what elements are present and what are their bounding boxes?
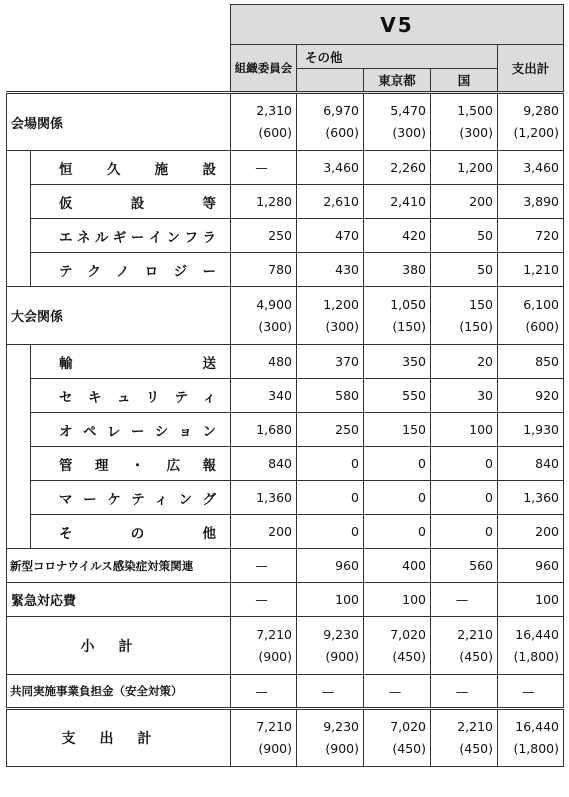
- row-others: [7, 515, 564, 549]
- cell: 350: [364, 345, 431, 379]
- cell: 7,020 (450): [364, 709, 431, 767]
- cell: 2,610: [297, 185, 364, 219]
- cell: 100: [498, 583, 564, 617]
- cell: 840: [231, 447, 297, 481]
- row-emergency: [7, 583, 564, 617]
- cell: —: [431, 583, 498, 617]
- cell: 1,500 (300): [431, 93, 498, 151]
- row-label: 緊急対応費: [7, 583, 231, 617]
- row-label: 輸送: [31, 345, 231, 379]
- cell: 7,210 (900): [231, 709, 297, 767]
- cell: 1,280: [231, 185, 297, 219]
- cell: 960: [297, 549, 364, 583]
- cell: 480: [231, 345, 297, 379]
- cell: 30: [431, 379, 498, 413]
- row-label: 大会関係: [7, 287, 231, 345]
- row-subtotal: [7, 617, 564, 675]
- cell: 780: [231, 253, 297, 287]
- cell: —: [231, 151, 297, 185]
- row-energy: [7, 219, 564, 253]
- cell: 3,890: [498, 185, 564, 219]
- version-title: V5: [231, 5, 564, 45]
- row-venue: [7, 93, 564, 151]
- col-total: 支出計: [498, 45, 564, 93]
- cell: 250: [231, 219, 297, 253]
- cell: 9,280 (1,200): [498, 93, 564, 151]
- cell: 1,930: [498, 413, 564, 447]
- cell: 380: [364, 253, 431, 287]
- row-games: [7, 287, 564, 345]
- row-marketing: [7, 481, 564, 515]
- cell: 1,200: [431, 151, 498, 185]
- cell: 1,210: [498, 253, 564, 287]
- cell: 1,360: [498, 481, 564, 515]
- row-label: マーケティング: [31, 481, 231, 515]
- cell: 3,460: [498, 151, 564, 185]
- cell: 400: [364, 549, 431, 583]
- row-label: 小計: [7, 617, 231, 675]
- cell: 7,210 (900): [231, 617, 297, 675]
- cell: 250: [297, 413, 364, 447]
- row-permanent: [7, 151, 564, 185]
- cell: 16,440 (1,800): [498, 709, 564, 767]
- cell: —: [231, 583, 297, 617]
- cell: 550: [364, 379, 431, 413]
- cell: 0: [364, 515, 431, 549]
- cell: 9,230 (900): [297, 709, 364, 767]
- row-label: 新型コロナウイルス感染症対策関連: [7, 549, 231, 583]
- cell: 2,310 (600): [231, 93, 297, 151]
- cell: 2,210 (450): [431, 617, 498, 675]
- cell: —: [431, 675, 498, 709]
- cell: 2,410: [364, 185, 431, 219]
- cell: 50: [431, 253, 498, 287]
- row-transport: [7, 345, 564, 379]
- cell: 1,200 (300): [297, 287, 364, 345]
- cell: 0: [297, 481, 364, 515]
- row-label: エネルギーインフラ: [31, 219, 231, 253]
- cell: 1,680: [231, 413, 297, 447]
- cell: 920: [498, 379, 564, 413]
- col-org: 組織委員会: [231, 45, 297, 93]
- cell: 960: [498, 549, 564, 583]
- row-admin: [7, 447, 564, 481]
- row-label: 支出計: [7, 709, 231, 767]
- cell: 470: [297, 219, 364, 253]
- budget-table: [6, 4, 564, 767]
- cell: 20: [431, 345, 498, 379]
- cell: 9,230 (900): [297, 617, 364, 675]
- row-label: 共同実施事業負担金（安全対策）: [7, 675, 231, 709]
- row-label: テクノロジー: [31, 253, 231, 287]
- cell: 0: [364, 481, 431, 515]
- cell: 850: [498, 345, 564, 379]
- row-label: セキュリティ: [31, 379, 231, 413]
- cell: 720: [498, 219, 564, 253]
- cell: 0: [297, 447, 364, 481]
- cell: —: [231, 675, 297, 709]
- cell: —: [231, 549, 297, 583]
- cell: —: [498, 675, 564, 709]
- cell: 3,460: [297, 151, 364, 185]
- row-label: その他: [31, 515, 231, 549]
- cell: 100: [364, 583, 431, 617]
- cell: 7,020 (450): [364, 617, 431, 675]
- cell: 100: [431, 413, 498, 447]
- cell: 340: [231, 379, 297, 413]
- cell: 2,210 (450): [431, 709, 498, 767]
- cell: 0: [431, 447, 498, 481]
- row-label: 恒久施設: [31, 151, 231, 185]
- row-covid: [7, 549, 564, 583]
- cell: 420: [364, 219, 431, 253]
- cell: 1,360: [231, 481, 297, 515]
- cell: 840: [498, 447, 564, 481]
- cell: 0: [297, 515, 364, 549]
- cell: 150: [364, 413, 431, 447]
- col-tokyo: 東京都: [364, 69, 431, 93]
- col-national: 国: [431, 69, 498, 93]
- row-technology: [7, 253, 564, 287]
- cell: —: [297, 675, 364, 709]
- row-operations: [7, 413, 564, 447]
- row-label: 会場関係: [7, 93, 231, 151]
- cell: 1,050 (150): [364, 287, 431, 345]
- col-other: その他: [297, 45, 498, 69]
- cell: —: [364, 675, 431, 709]
- cell: 0: [431, 481, 498, 515]
- cell: 6,100 (600): [498, 287, 564, 345]
- cell: 560: [431, 549, 498, 583]
- row-label: 仮設等: [31, 185, 231, 219]
- row-total: [7, 709, 564, 767]
- cell: 370: [297, 345, 364, 379]
- cell: 2,260: [364, 151, 431, 185]
- row-label: オペレーション: [31, 413, 231, 447]
- row-security: [7, 379, 564, 413]
- cell: 150 (150): [431, 287, 498, 345]
- cell: 6,970 (600): [297, 93, 364, 151]
- cell: 50: [431, 219, 498, 253]
- cell: 100: [297, 583, 364, 617]
- row-label: 管理・広報: [31, 447, 231, 481]
- row-temporary: [7, 185, 564, 219]
- cell: 5,470 (300): [364, 93, 431, 151]
- cell: 430: [297, 253, 364, 287]
- cell: 200: [498, 515, 564, 549]
- row-joint: [7, 675, 564, 709]
- cell: 16,440 (1,800): [498, 617, 564, 675]
- cell: 200: [431, 185, 498, 219]
- cell: 0: [364, 447, 431, 481]
- cell: 580: [297, 379, 364, 413]
- cell: 4,900 (300): [231, 287, 297, 345]
- cell: 200: [231, 515, 297, 549]
- cell: 0: [431, 515, 498, 549]
